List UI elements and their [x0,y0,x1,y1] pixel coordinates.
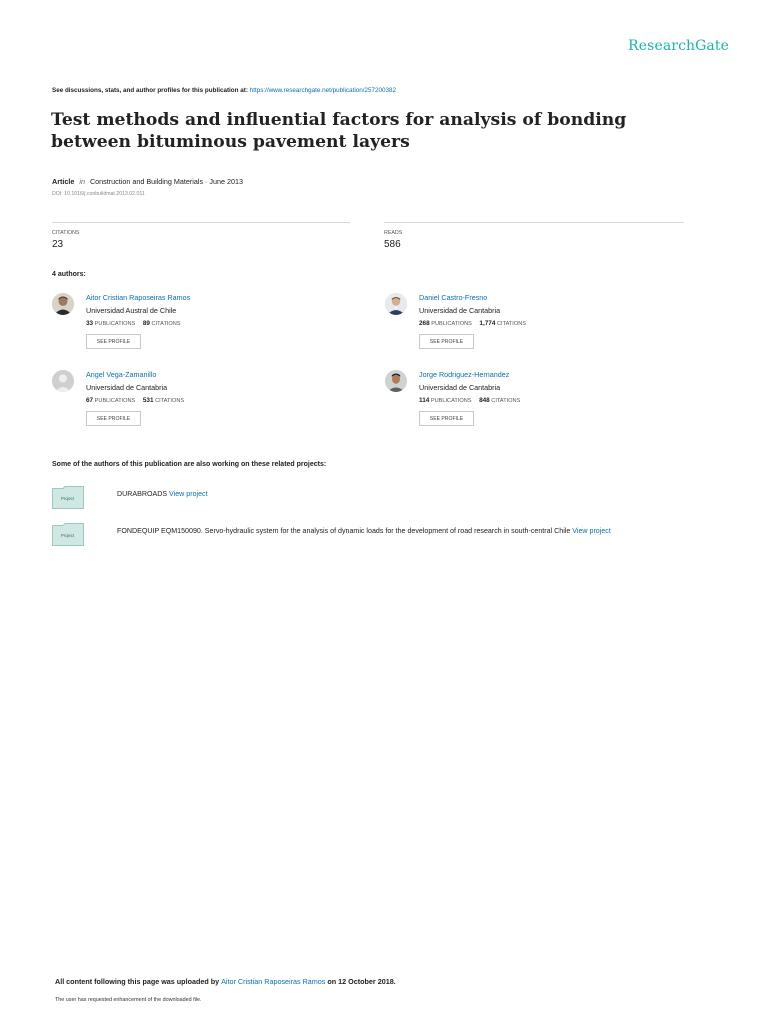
upload-suffix: on 12 October 2018. [327,977,396,986]
project-icon-label: Project [61,533,75,538]
upload-prefix: All content following this page was uploaded by [55,977,220,986]
in-label: in [79,177,85,186]
author-stats [419,397,526,404]
researchgate-logo[interactable]: ResearchGate [628,38,729,54]
publication-meta [52,177,243,186]
author-card [52,293,352,359]
authors-heading: 4 authors: [52,271,86,278]
journal-name: Construction and Building Materials · June 2013 [89,177,244,186]
citations-count: 531 [142,397,154,404]
publications-count: 268 [419,320,430,327]
publication-title: Test methods and influential factors for analysis of bonding between bituminous pavement layers [51,110,627,152]
avatar-placeholder[interactable] [52,370,74,392]
author-stats [86,397,190,404]
publications-count: 114 [419,397,430,404]
author-name-link[interactable]: Aitor Cristian Raposeiras Ramos [86,293,191,302]
publication-type: Article [52,177,75,186]
author-stats [419,320,532,327]
citations-label: CITATIONS [155,398,185,404]
publications-count: 67 [86,397,94,404]
project-name: DURABROADS [117,490,168,498]
citations-count: 89 [142,320,150,327]
publications-label: PUBLICATIONS [430,398,472,404]
author-institution: Universidad de Cantabria [419,306,501,315]
projects-heading: Some of the authors of this publication are also working on these related projects: [52,461,327,468]
project-text [117,490,208,498]
publications-count: 33 [86,320,94,327]
publications-label: PUBLICATIONS [94,398,136,404]
author-name-link[interactable]: Daniel Castro-Fresno [419,293,488,302]
project-name: FONDEQUIP EQM150090. Servo-hydraulic system for the analysis of dynamic loads for the development of road research in south-central Chile [117,527,571,535]
project-folder-icon[interactable] [52,523,84,546]
author-name-link[interactable]: Jorge Rodriguez-Hernandez [419,370,510,379]
author-stats [86,320,187,327]
citations-count: 1,774 [479,320,496,327]
author-card [385,293,685,359]
project-item [52,486,732,510]
view-project-link[interactable]: View project [572,527,611,535]
reads-count: 586 [384,239,401,250]
reads-divider [384,222,684,223]
citations-divider [52,222,350,223]
see-profile-button[interactable]: SEE PROFILE [86,411,141,426]
publications-label: PUBLICATIONS [94,321,136,327]
avatar[interactable] [385,370,407,392]
citations-label: CITATIONS [52,230,80,236]
project-folder-icon[interactable] [52,486,84,509]
doi: DOI: 10.1016/j.conbuildmat.2013.02.011 [52,191,145,197]
project-item [52,523,732,547]
avatar[interactable] [52,293,74,315]
publications-label: PUBLICATIONS [431,321,472,327]
publication-url-link[interactable]: https://www.researchgate.net/publication/257200382 [249,87,397,94]
see-profile-button[interactable]: SEE PROFILE [419,411,474,426]
author-institution: Universidad de Cantabria [419,383,501,392]
author-name-link[interactable]: Angel Vega-Zamanillo [86,370,157,379]
citations-label: CITATIONS [491,398,521,404]
citations-label: CITATIONS [496,321,526,327]
citations-label: CITATIONS [151,321,181,327]
enhancement-notice: The user has requested enhancement of the downloaded file. [55,997,202,1003]
author-institution: Universidad de Cantabria [86,383,168,392]
citations-count: 848 [479,397,490,404]
see-profile-button[interactable]: SEE PROFILE [419,334,474,349]
project-icon-label: Project [61,496,75,501]
author-card [385,370,685,436]
see-profile-button[interactable]: SEE PROFILE [86,334,141,349]
uploader-link[interactable]: Aitor Cristian Raposeiras Ramos [221,977,326,986]
view-project-link[interactable]: View project [169,490,208,498]
avatar[interactable] [385,293,407,315]
author-institution: Universidad Austral de Chile [86,306,177,315]
discussion-prefix: See discussions, stats, and author profiles for this publication at: [52,87,248,94]
reads-label: READS [384,230,403,236]
author-card [52,370,352,436]
project-text [117,527,611,535]
upload-notice [55,977,396,986]
citations-count: 23 [52,239,64,250]
discussion-line [52,87,396,94]
